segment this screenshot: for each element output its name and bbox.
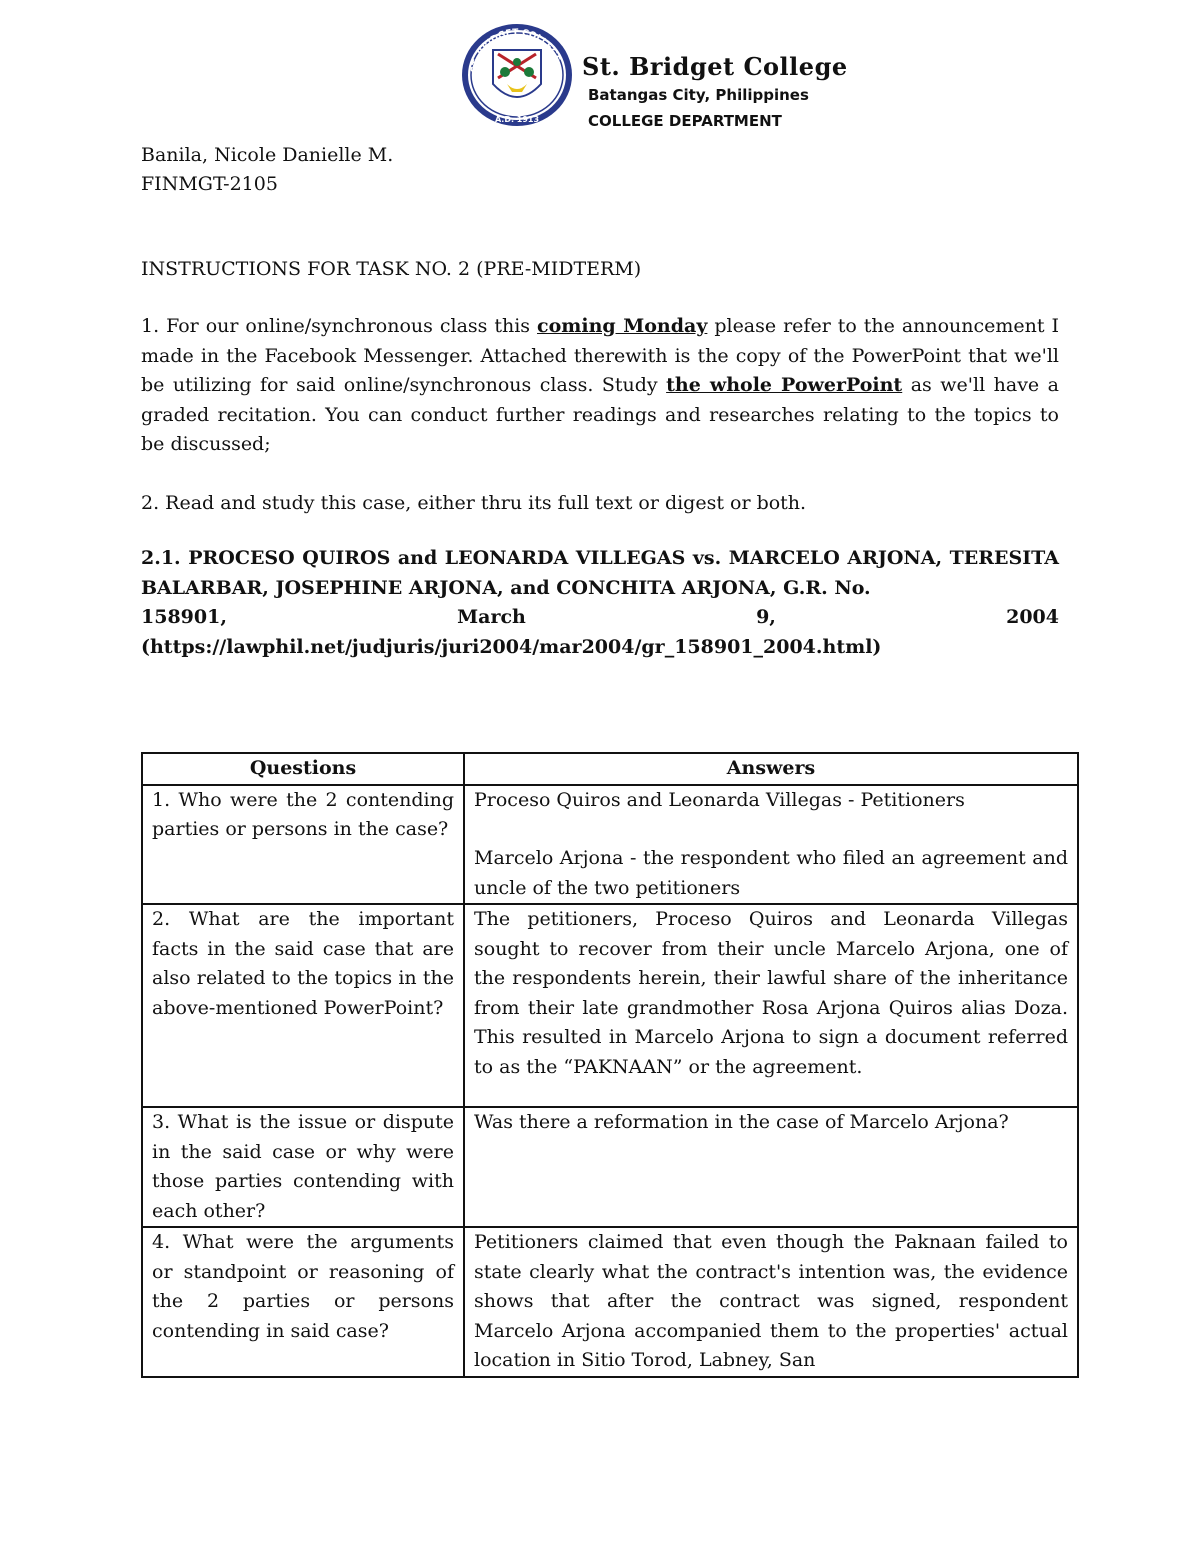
course-code: FINMGT-2105 [141,173,278,195]
case-parties: 2.1. PROCESO QUIROS and LEONARDA VILLEGAS vs. MARCELO ARJONA, TERESITA BALARBAR, JOSEPHINE ARJONA, and CONCHITA ARJONA, G.R. No. [141,547,1059,599]
table-row [142,785,1078,905]
answer-cell: Was there a reformation in the case of Marcelo Arjona? [464,1107,1078,1227]
case-day: 9, [756,606,776,628]
question-cell: 3. What is the issue or dispute in the said case or why were those parties contending with each other? [142,1107,464,1227]
college-location: Batangas City, Philippines [588,86,809,104]
answer-cell: The petitioners, Proceso Quiros and Leonarda Villegas sought to recover from their uncle Marcelo Arjona, one of the respondents herein, their lawful share of the inheritance from their late grandmother Rosa Arjona Quiros alias Doza. This resulted in Marcelo Arjona to sign a document referred to as the “PAKNAAN” or the agreement. [464,904,1078,1107]
instruction-1-emphasis-a: coming Monday [537,315,708,337]
college-department: COLLEGE DEPARTMENT [588,112,782,130]
instruction-item-1 [141,312,1059,460]
case-month: March [457,606,526,628]
instruction-1-text-b: please refer to the announcement I made in the Facebook Messenger. Attached therewith is the copy of the PowerPoint that we'll be utilizing for said online/synchronous class. Study [141,315,1060,396]
header-answers: Answers [464,753,1078,785]
case-year: 2004 [1006,606,1059,628]
table-header-row [142,753,1078,785]
case-gr-number: 158901, [141,606,227,628]
seal-arc-text: ST. BRIDGET COLLEGE [469,27,562,74]
table-row [142,1227,1078,1377]
college-seal-icon [460,22,574,128]
case-title [141,544,1059,662]
college-letterhead [460,22,880,128]
college-name: St. Bridget College [582,52,848,81]
answer-text: Proceso Quiros and Leonarda Villegas - Petitioners [474,788,965,811]
seal-year: A.D. 1913 [494,115,540,124]
answer-cell: Petitioners claimed that even though the Paknaan failed to state clearly what the contract's intention was, the evidence shows that after the contract was signed, respondent Marcelo Arjona accompanied them to the properties' actual location in Sitio Torod, Labney, San [464,1227,1078,1377]
instruction-item-2: 2. Read and study this case, either thru its full text or digest or both. [141,492,807,514]
instruction-1-text-a: 1. For our online/synchronous class this [141,315,538,337]
answer-cell [464,785,1078,905]
qa-table [141,752,1079,1378]
instructions-title: INSTRUCTIONS FOR TASK NO. 2 (PRE-MIDTERM) [141,258,642,280]
case-date-line [141,603,1059,633]
case-url: (https://lawphil.net/judjuris/juri2004/mar2004/gr_158901_2004.html) [141,635,882,658]
header-questions: Questions [142,753,464,785]
instruction-1-text-c: as we'll have a graded recitation. You can conduct further readings and researches relating to the topics to be discussed; [141,374,1059,455]
instruction-1-emphasis-b: the whole PowerPoint [666,374,903,396]
question-cell: 2. What are the important facts in the said case that are also related to the topics in the above-mentioned PowerPoint? [142,904,464,1107]
student-name: Banila, Nicole Danielle M. [141,144,394,166]
question-cell: 4. What were the arguments or standpoint or reasoning of the 2 parties or persons contending in said case? [142,1227,464,1377]
table-row [142,1107,1078,1227]
table-row [142,904,1078,1107]
answer-text: Marcelo Arjona - the respondent who filed an agreement and uncle of the two petitioners [474,847,1068,899]
question-cell: 1. Who were the 2 contending parties or persons in the case? [142,785,464,905]
